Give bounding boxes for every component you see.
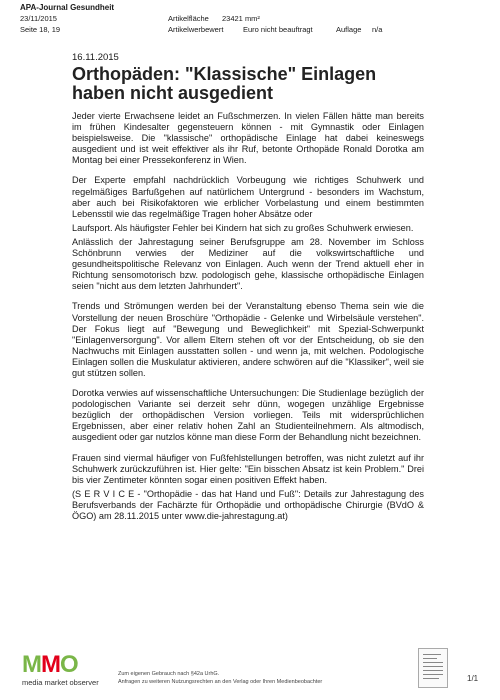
circulation-value: n/a [372,25,383,34]
article-paragraph: (S E R V I C E - "Orthopädie - das hat Hand und Fuß": Details zur Jahrestagung des Berufsverbands der Fachärzte für Orthopädie und orthopädische Chirurgie (BVdO & ÖGO) am 28.11.2015 unter www.die-jahrestagung.at) [72,488,424,521]
article-date: 16.11.2015 [72,52,119,63]
meta-date: 23/11/2015 [20,14,57,23]
article-headline: Orthopäden: "Klassische" Einlagen haben nicht ausgedient [72,64,377,103]
area-value: 23421 mm² [222,14,260,23]
article-paragraph: Anlässlich der Jahrestagung seiner Berufsgruppe am 28. November im Schloss Schönbrunn verwies der Mediziner auf die volkswirtschaftliche und gesundheitspolitische Relevanz von Einlagen. Auch wenn der Trend aktuell eher in Richtung sensomotorisch bzw. podologisch gehe, klassische orthopädische Einlagen seien "nicht aus dem letzten Jahrhundert". [72,236,424,292]
page-number: 1/1 [467,674,479,683]
article-paragraph: Dorotka verwies auf wissenschaftliche Untersuchungen: Die Studienlage bezüglich der podologischen Variante sei derzeit sehr dünn, wogegen unzählige Ergebnisse bezüglich der orthopädischen Version vorliegen. Teils mit widersprüchlichen Ergebnissen, aber einer relativ hohen Zahl an Studienteilnehmern. Als altmodisch, ausgedient oder gar nutzlos könne man diese Form der Behandlung nicht bezeichnen. [72,388,424,443]
circulation-label: Auflage [336,25,362,34]
article-paragraph: Frauen sind viermal häufiger von Fußfehlstellungen betroffen, was nicht zuletzt auf ihr Schuhwerk zurückzuführen ist. Hier gelte: "Ein bisschen Absatz ist kein Problem." Drei bis vier Zentimeter könnten sogar einen positiven Effekt haben. [72,452,424,485]
page-thumbnail[interactable] [418,648,448,688]
article-paragraph: Der Experte empfahl nachdrücklich Vorbeugung wie richtiges Schuhwerk und regelmäßiges Barfußgehen auf natürlichem Untergrund - besonders im Wachstum, aber auch bei Risikofaktoren wie erblicher Vorbelastung und einem bestimmten Lebensstil wie das regelmäßige Tragen hoher Absätze oder [72,175,424,219]
publication-name: APA-Journal Gesundheit [20,3,115,12]
usage-notice [118,670,322,686]
article-paragraph: Jeder vierte Erwachsene leidet an Fußschmerzen. In vielen Fällen hätte man bereits im frühen Kindesalter gegensteuern können - mit Gymnastik oder Einlagen beispielsweise. Die "klassische" orthopädische Einlage hat dabei keineswegs ausgedient und ist weit effektiver als ihr Ruf, betonte Orthopäde Ronald Dorotka am Montag bei einer Pressekonferenz in Wien. [72,111,424,166]
usage-notice-line: Zum eigenen Gebrauch nach §42a UrhG. [118,671,220,677]
ad-value-label: Artikelwerbewert [168,25,224,34]
logo-tagline: media market observer [22,678,99,687]
mmo-logo [22,652,106,696]
usage-notice-line: Anfragen zu weiteren Nutzungsrechten an den Verlag oder Ihren Medienbeobachter [118,679,323,685]
area-label: Artikelfläche [168,14,209,23]
article-paragraph: Trends und Strömungen werden bei der Veranstaltung ebenso Thema sein wie die Vorstellung der neuen Broschüre "Orthopädie - Gelenke und Wirbelsäule verstehen". Der Fokus liegt auf "Bewegung und Beweglichkeit" mit Spezial-Schwerpunkt "Einlagenversorgung". Vor allem Eltern stehen oft vor der Entscheidung, ob sie den Nachwuchs mit Einlagen ausstatten sollen - und wenn ja, mit welchen. Podologische Einlagen sollen die Muskulatur aktivieren, andere schwören auf die "Klassiker", weil sie gut stützen sollen. [72,301,424,378]
article-paragraph: Laufsport. Als häufigster Fehler bei Kindern hat sich zu großes Schuhwerk erwiesen. [72,222,414,233]
page-footer [0,648,500,700]
meta-page: Seite 18, 19 [20,25,61,34]
logo-mark: MMO [22,651,78,678]
ad-value: Euro nicht beauftragt [243,25,313,34]
article [72,52,424,531]
